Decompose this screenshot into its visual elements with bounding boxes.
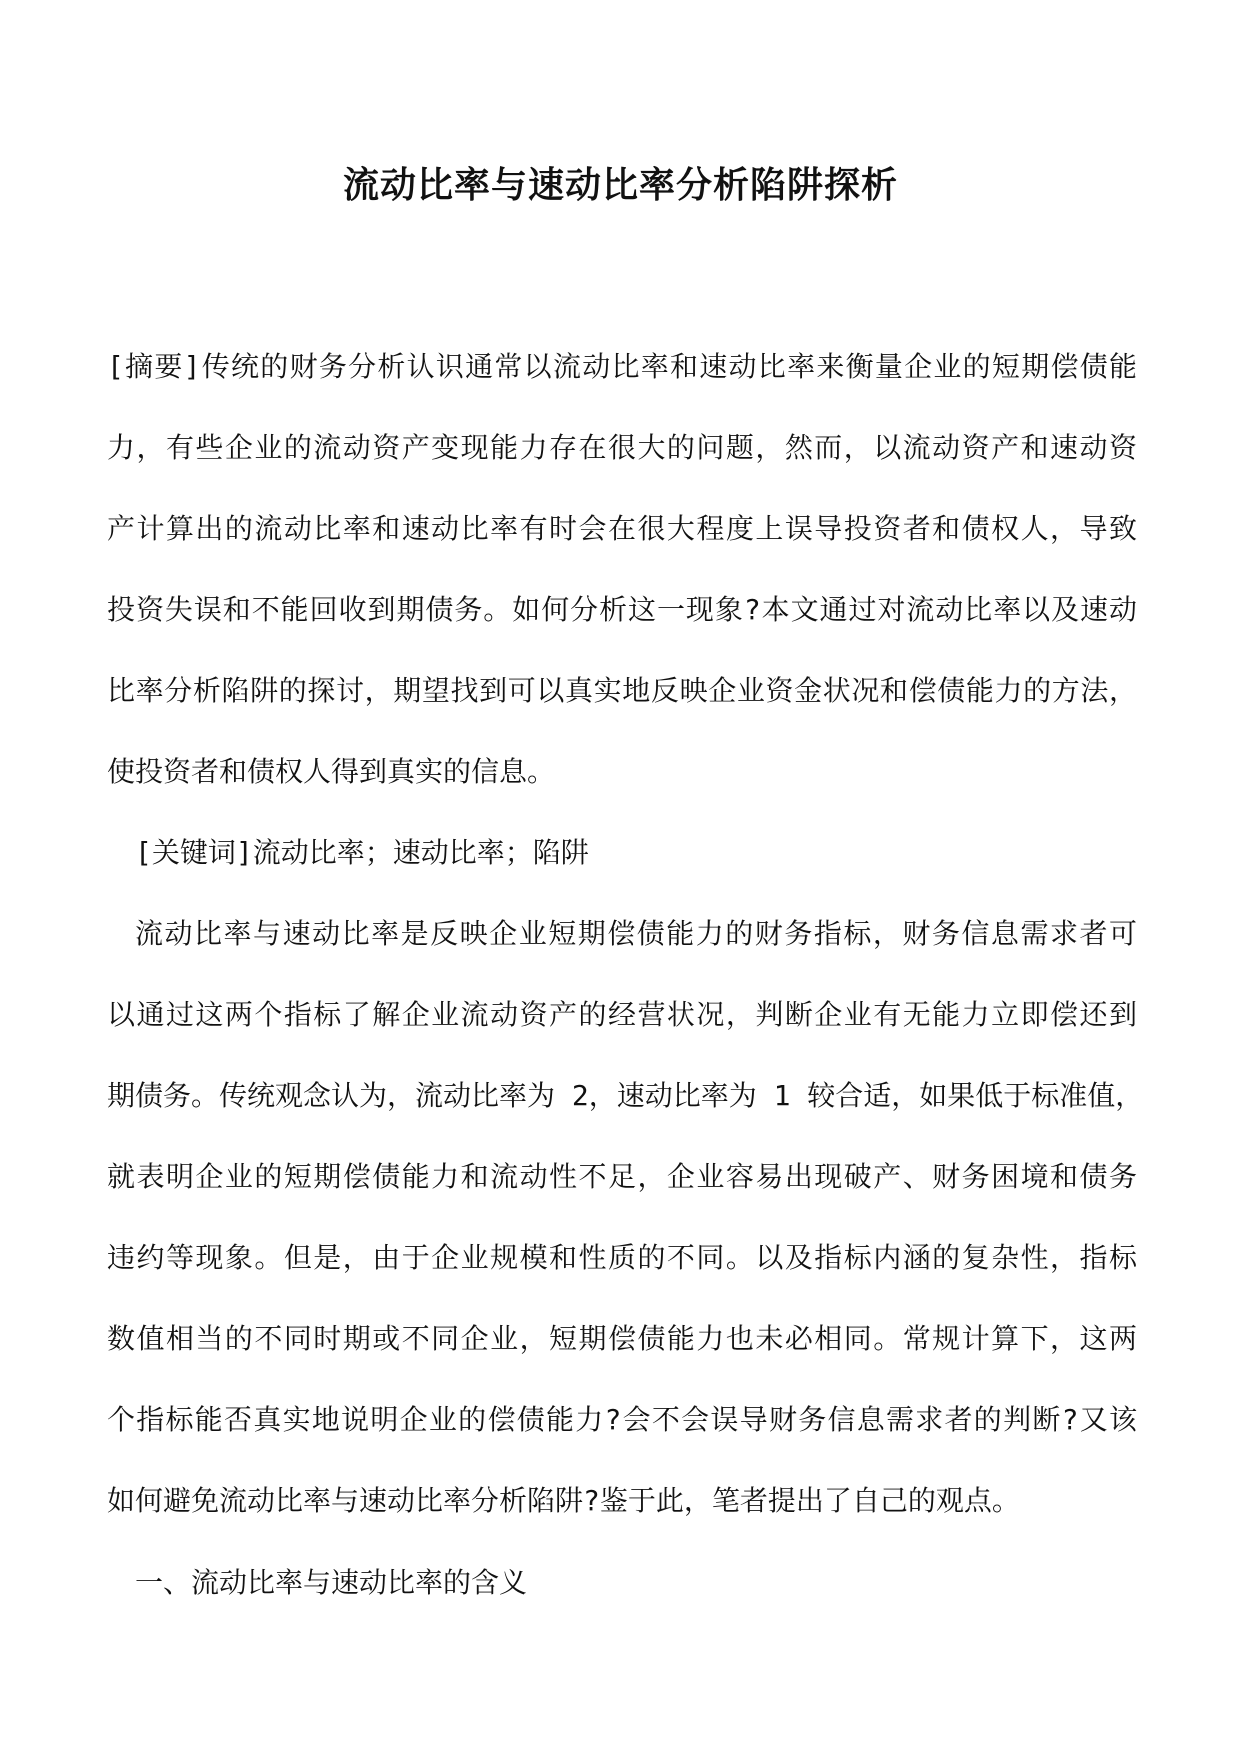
intro-line: 数值相当的不同时期或不同企业，短期偿债能力也未必相同。常规计算下，这两 xyxy=(107,1322,1137,1355)
section-heading-block xyxy=(107,1542,1137,1623)
abstract-line: 比率分析陷阱的探讨，期望找到可以真实地反映企业资金状况和偿债能力的方法， xyxy=(107,674,1137,707)
section-heading: 一、流动比率与速动比率的含义 xyxy=(135,1566,528,1599)
intro-line: 如何避免流动比率与速动比率分析陷阱?鉴于此，笔者提出了自己的观点。 xyxy=(107,1484,1020,1517)
abstract-line: [摘要]传统的财务分析认识通常以流动比率和速动比率来衡量企业的短期偿债能 xyxy=(107,350,1137,383)
keywords-paragraph xyxy=(107,812,1137,893)
intro-paragraph xyxy=(107,893,1144,1541)
intro-line: 个指标能否真实地说明企业的偿债能力?会不会误导财务信息需求者的判断?又该 xyxy=(107,1403,1137,1436)
abstract-paragraph xyxy=(107,326,1137,812)
intro-line: 以通过这两个指标了解企业流动资产的经营状况，判断企业有无能力立即偿还到 xyxy=(107,998,1137,1031)
intro-line: 违约等现象。但是，由于企业规模和性质的不同。以及指标内涵的复杂性，指标 xyxy=(107,1241,1137,1274)
abstract-line: 使投资者和债权人得到真实的信息。 xyxy=(107,755,556,788)
intro-line: 流动比率与速动比率是反映企业短期偿债能力的财务指标，财务信息需求者可 xyxy=(135,917,1137,950)
abstract-line: 投资失误和不能回收到期债务。如何分析这一现象?本文通过对流动比率以及速动 xyxy=(107,593,1137,626)
document-title: 流动比率与速动比率分析陷阱探析 xyxy=(342,165,898,206)
keywords-line: [关键词]流动比率；速动比率；陷阱 xyxy=(135,836,589,869)
intro-line: 期债务。传统观念认为，流动比率为 2，速动比率为 1 较合适，如果低于标准值， xyxy=(107,1079,1144,1112)
intro-line: 就表明企业的短期偿债能力和流动性不足，企业容易出现破产、财务困境和债务 xyxy=(107,1160,1137,1193)
abstract-line: 产计算出的流动比率和速动比率有时会在很大程度上误导投资者和债权人，导致 xyxy=(107,512,1137,545)
abstract-line: 力，有些企业的流动资产变现能力存在很大的问题，然而，以流动资产和速动资 xyxy=(107,431,1137,464)
